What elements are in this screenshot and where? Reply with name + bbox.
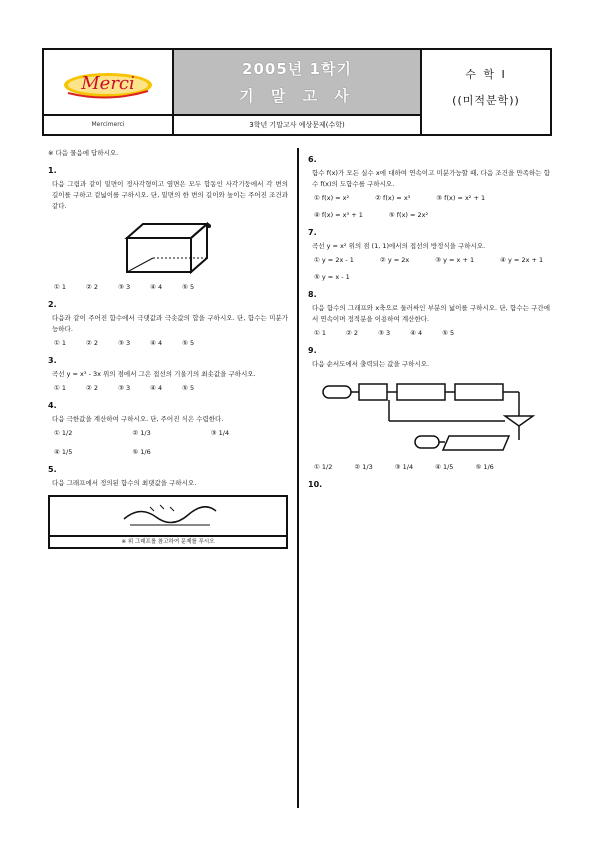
question-text: 다음 그림과 같이 밑면이 정사각형이고 옆면은 모두 합동인 사각기둥에서 각 변의 길이를 구하고 겉넓이를 구하시오. 단, 밑면의 한 변의 길이와 높이는 주어진 조건과 같다.: [52, 180, 288, 210]
choice-1[interactable]: ① y = 2x - 1: [314, 256, 354, 264]
question-text: 곡선 y = x³ - 3x 위의 점에서 그은 접선의 기울기의 최솟값을 구하시오.: [52, 370, 256, 378]
choice-5[interactable]: ⑤ 5: [182, 339, 195, 347]
choice-2[interactable]: ② 2: [86, 283, 99, 291]
choices: [308, 462, 550, 473]
question-text: 다음과 같이 주어진 함수에서 극댓값과 극솟값의 합을 구하시오. 단, 함수는 미분가능하다.: [52, 314, 288, 333]
choice-1[interactable]: ① 1: [54, 384, 67, 392]
choice-4[interactable]: ④ 1/5: [435, 463, 454, 471]
choice-2[interactable]: ② 2: [86, 339, 99, 347]
choice-3[interactable]: ③ 1/4: [210, 429, 230, 437]
choice-5[interactable]: ⑤ f(x) = 2x²: [388, 211, 429, 219]
logo: [44, 50, 172, 116]
choice-2[interactable]: ② 1/3: [132, 429, 151, 437]
choice-1[interactable]: ① 1: [54, 283, 67, 291]
right-column: [308, 148, 550, 493]
choice-1[interactable]: ① f(x) = x²: [314, 194, 350, 202]
choice-4[interactable]: ④ f(x) = x³ + 1: [314, 211, 363, 219]
title-band: [174, 50, 420, 116]
choice-2[interactable]: ② 1/3: [354, 463, 373, 471]
choices: [308, 193, 550, 221]
left-column: [48, 148, 288, 549]
subject-unit: ((미적분학)): [452, 94, 520, 107]
subject-name: 수 학 I: [465, 68, 507, 81]
question-text: 다음 순서도에서 출력되는 값을 구하시오.: [312, 360, 430, 368]
choice-4[interactable]: ④ 4: [150, 384, 163, 392]
question-number: 4.: [48, 401, 57, 410]
exam-title: 기 말 고 사: [239, 87, 355, 105]
choice-4[interactable]: ④ 4: [150, 283, 163, 291]
choices: [48, 428, 288, 458]
choice-5[interactable]: ⑤ 5: [182, 283, 195, 291]
question-number: 8.: [308, 290, 317, 299]
choice-3[interactable]: ③ y = x + 1: [435, 256, 475, 264]
question-number: 9.: [308, 346, 317, 355]
choices: [308, 328, 550, 339]
choice-5[interactable]: ⑤ 1/6: [132, 448, 151, 456]
column-divider: [297, 148, 299, 808]
choice-4[interactable]: ④ 4: [150, 339, 163, 347]
handwriting-graph-icon: [120, 501, 220, 531]
choice-4[interactable]: ④ 4: [410, 329, 423, 337]
logo-caption: Mercimerci: [44, 114, 172, 134]
choice-2[interactable]: ② 2: [86, 384, 99, 392]
question-number: 7.: [308, 228, 317, 237]
choice-2[interactable]: ② 2: [346, 329, 359, 337]
choices: [48, 383, 288, 394]
choice-4[interactable]: ④ 1/5: [54, 448, 73, 456]
choice-3[interactable]: ③ 1/4: [394, 463, 414, 471]
choice-1[interactable]: ① 1: [314, 329, 327, 337]
logo-cell: [44, 50, 174, 134]
question-text: 함수 f(x)가 모든 실수 x에 대하여 연속이고 미분가능할 때, 다음 조건을 만족하는 함수 f(x)의 도함수를 구하시오.: [312, 169, 550, 188]
choice-1[interactable]: ① 1/2: [54, 429, 73, 437]
question-text: 다음 함수의 그래프와 x축으로 둘러싸인 부분의 넓이를 구하시오. 단, 함수는 구간에서 연속이며 정적분을 이용하여 계산한다.: [312, 304, 550, 323]
question-number: 6.: [308, 155, 317, 164]
choice-2[interactable]: ② y = 2x: [379, 256, 410, 264]
instruction: ※ 다음 물음에 답하시오.: [48, 149, 119, 157]
choice-3[interactable]: ③ 3: [118, 384, 131, 392]
question-text: 다음 그래프에서 정의된 함수의 최댓값을 구하시오.: [52, 479, 197, 487]
question-number: 10.: [308, 480, 323, 489]
question-text: 곡선 y = x² 위의 점 (1, 1)에서의 접선의 방정식을 구하시오.: [312, 242, 486, 250]
question-number: 5.: [48, 465, 57, 474]
merci-logo-icon: [60, 63, 156, 103]
prism-diagram-icon: [123, 218, 213, 276]
choices: [308, 255, 550, 283]
flowchart-figure: [308, 376, 550, 456]
choice-3[interactable]: ③ 3: [118, 283, 131, 291]
question-number: 1.: [48, 166, 57, 175]
question-number: 3.: [48, 356, 57, 365]
svg-text:Merci: Merci: [81, 73, 135, 94]
choice-4[interactable]: ④ y = 2x + 1: [500, 256, 544, 264]
choices: [48, 282, 288, 293]
question-text: 다음 극한값을 계산하여 구하시오. 단, 주어진 식은 수렴한다.: [52, 415, 224, 423]
title-cell: [174, 50, 422, 134]
choice-2[interactable]: ② f(x) = x³: [375, 194, 411, 202]
prism-figure: [48, 218, 288, 276]
graph-box: [48, 495, 288, 537]
choice-5[interactable]: ⑤ 1/6: [475, 463, 494, 471]
question-number: 2.: [48, 300, 57, 309]
choices: [48, 338, 288, 349]
choice-5[interactable]: ⑤ 5: [182, 384, 195, 392]
choice-3[interactable]: ③ 3: [118, 339, 131, 347]
exam-header: [42, 48, 552, 136]
exam-caption: 3학년 기말고사 예상문제(수학): [174, 114, 420, 134]
choice-5[interactable]: ⑤ 5: [442, 329, 455, 337]
graph-caption: ※ 위 그래프를 참고하여 문제를 푸시오: [48, 537, 288, 549]
flowchart-diagram-icon: [319, 376, 539, 456]
choice-1[interactable]: ① 1/2: [314, 463, 333, 471]
exam-term: 2005년 1학기: [242, 60, 352, 78]
subject-cell: [422, 50, 550, 134]
choice-1[interactable]: ① 1: [54, 339, 67, 347]
choice-3[interactable]: ③ 3: [378, 329, 391, 337]
choice-3[interactable]: ③ f(x) = x² + 1: [436, 194, 486, 202]
choice-5[interactable]: ⑤ y = x - 1: [314, 273, 350, 281]
